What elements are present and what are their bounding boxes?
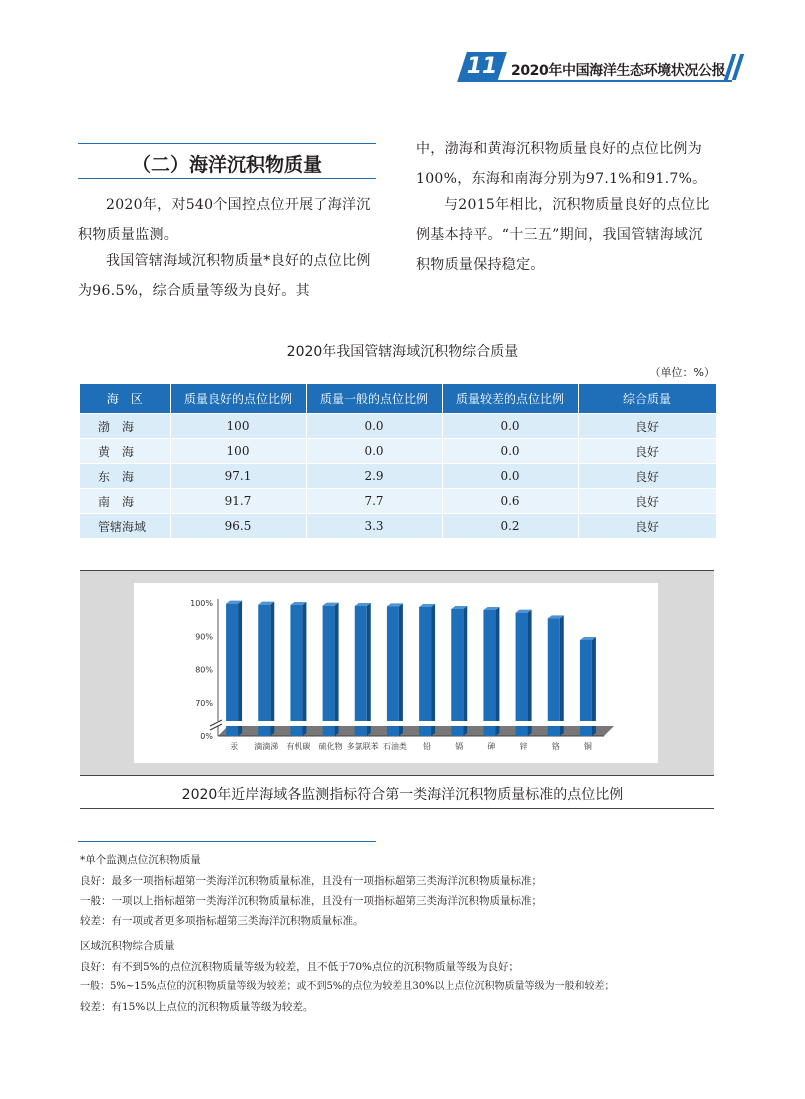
column-header: 海 区 xyxy=(80,384,170,414)
table-row xyxy=(80,464,716,489)
x-tick-label: 锌 xyxy=(519,742,528,751)
bar-side xyxy=(399,603,403,736)
table-cell: 0.0 xyxy=(442,414,578,439)
footnote-line: 良好：有不到5%的点位沉积物质量等级为较差，且不低于70%点位的沉积物质量等级为良好； xyxy=(80,961,519,973)
bar-chart xyxy=(134,583,658,763)
y-tick-label: 0% xyxy=(200,732,213,741)
table-cell: 良好 xyxy=(578,489,716,514)
table-cell: 管辖海域 xyxy=(80,514,170,539)
column-header: 质量较差的点位比例 xyxy=(442,384,578,414)
table-cell: 3.3 xyxy=(306,514,442,539)
footnote-heading: 区域沉积物综合质量 xyxy=(80,940,175,952)
footnote-line: 较差：有一项或者更多项指标超第三类海洋沉积物质量标准。 xyxy=(80,915,364,927)
paragraph-overall: 我国管辖海域沉积物质量*良好的点位比例为96.5%，综合质量等级为良好。其 xyxy=(78,253,371,299)
x-tick-label: 石油类 xyxy=(382,742,407,751)
bar xyxy=(516,613,528,736)
bar xyxy=(258,605,270,736)
table-cell: 7.7 xyxy=(306,489,442,514)
footnote-heading: *单个监测点位沉积物质量 xyxy=(80,854,201,866)
sediment-quality-table xyxy=(80,384,717,538)
bar xyxy=(387,606,399,736)
column-header: 综合质量 xyxy=(578,384,716,414)
table-cell: 0.6 xyxy=(442,489,578,514)
table-cell: 97.1 xyxy=(170,464,306,489)
bar-side xyxy=(528,610,532,736)
footnote-rule xyxy=(78,841,376,842)
table-row xyxy=(80,414,716,439)
table-cell: 100 xyxy=(170,414,306,439)
page-number-badge xyxy=(457,52,507,82)
table-cell: 91.7 xyxy=(170,489,306,514)
table-cell: 100 xyxy=(170,439,306,464)
header-rule xyxy=(470,80,732,82)
bar-side xyxy=(495,607,499,736)
column-header: 质量良好的点位比例 xyxy=(170,384,306,414)
y-tick-label: 100% xyxy=(190,599,213,608)
bar-side xyxy=(463,606,467,736)
table-cell: 0.0 xyxy=(306,414,442,439)
y-tick-label: 70% xyxy=(195,699,213,708)
bar xyxy=(323,606,335,736)
section-rule-top xyxy=(78,143,376,144)
table-cell: 黄 海 xyxy=(80,439,170,464)
chart-panel xyxy=(134,583,658,763)
bar xyxy=(419,607,431,736)
caption-rule-top xyxy=(80,775,714,776)
footnote-line: 一般：5%~15%点位的沉积物质量等级为较差；或不到5%的点位为较差且30%以上点位沉积物质量等级为一般和较差； xyxy=(80,981,615,992)
x-tick-label: 砷 xyxy=(487,742,496,751)
y-tick-label: 80% xyxy=(195,665,213,675)
table-cell: 渤 海 xyxy=(80,414,170,439)
table-cell: 南 海 xyxy=(80,489,170,514)
bar xyxy=(451,609,463,736)
footnote-line: 一般：一项以上指标超第一类海洋沉积物质量标准，且没有一项指标超第三类海洋沉积物质量标准； xyxy=(80,895,542,907)
x-tick-label: 镉 xyxy=(455,742,464,751)
table-row xyxy=(80,439,716,464)
axis-break-band xyxy=(210,721,616,726)
footnote-line: 较差：有15%以上点位的沉积物质量等级为较差。 xyxy=(80,1001,314,1013)
y-tick-label: 90% xyxy=(195,632,213,642)
bar-side xyxy=(302,602,306,736)
table-cell: 2.9 xyxy=(306,464,442,489)
table-cell: 东 海 xyxy=(80,464,170,489)
table-cell: 96.5 xyxy=(170,514,306,539)
table-cell: 0.2 xyxy=(442,514,578,539)
page-number: 11 xyxy=(466,54,498,79)
bar-side xyxy=(560,615,564,736)
bar-side xyxy=(335,603,339,736)
paragraph-regions: 中，渤海和黄海沉积物质量良好的点位比例为100%，东海和南海分别为97.1%和91.7%。 xyxy=(416,141,707,187)
bar xyxy=(483,610,495,736)
bar xyxy=(226,604,238,736)
table-cell: 良好 xyxy=(578,514,716,539)
table-row xyxy=(80,514,716,539)
x-tick-label: 有机碳 xyxy=(286,742,311,751)
x-tick-label: 硫化物 xyxy=(318,742,343,751)
table-cell: 良好 xyxy=(578,464,716,489)
x-tick-label: 滴滴涕 xyxy=(254,742,279,751)
table-title: 2020年我国管辖海域沉积物综合质量 xyxy=(286,344,519,360)
caption-rule-bottom xyxy=(80,808,714,809)
chart-title: 2020年近岸海域各监测指标符合第一类海洋沉积物质量标准的点位比例 xyxy=(181,787,624,803)
x-tick-label: 汞 xyxy=(230,742,239,751)
bar xyxy=(548,618,560,736)
table-row xyxy=(80,489,716,514)
bar-side xyxy=(270,602,274,736)
x-tick-label: 铅 xyxy=(423,742,432,751)
x-tick-label: 多氯联苯 xyxy=(346,742,379,751)
bar-side xyxy=(431,604,435,736)
section-title: （二）海洋沉积物质量 xyxy=(131,154,322,176)
table-cell: 0.0 xyxy=(442,464,578,489)
table-cell: 良好 xyxy=(578,439,716,464)
paragraph-trend: 与2015年相比，沉积物质量良好的点位比例基本持平。“十三五”期间，我国管辖海域沉积物质量保持稳定。 xyxy=(416,197,710,273)
paragraph-survey: 2020年，对540个国控点位开展了海洋沉积物质量监测。 xyxy=(78,197,371,243)
column-header: 质量一般的点位比例 xyxy=(306,384,442,414)
footnote-line: 良好：最多一项指标超第一类海洋沉积物质量标准，且没有一项指标超第三类海洋沉积物质量标准； xyxy=(80,875,542,887)
table-cell: 0.0 xyxy=(442,439,578,464)
bar-side xyxy=(367,603,371,736)
table-cell: 良好 xyxy=(578,414,716,439)
bar xyxy=(355,606,367,736)
x-tick-label: 铬 xyxy=(551,742,560,751)
header-title: 2020年中国海洋生态环境状况公报 xyxy=(511,63,726,79)
section-rule-bottom xyxy=(78,178,376,179)
table-cell: 0.0 xyxy=(306,439,442,464)
bar-side xyxy=(238,601,242,736)
table-header-row xyxy=(80,384,716,414)
x-tick-label: 铜 xyxy=(583,742,592,751)
bar xyxy=(290,605,302,736)
table-unit: （单位：%） xyxy=(649,366,715,379)
